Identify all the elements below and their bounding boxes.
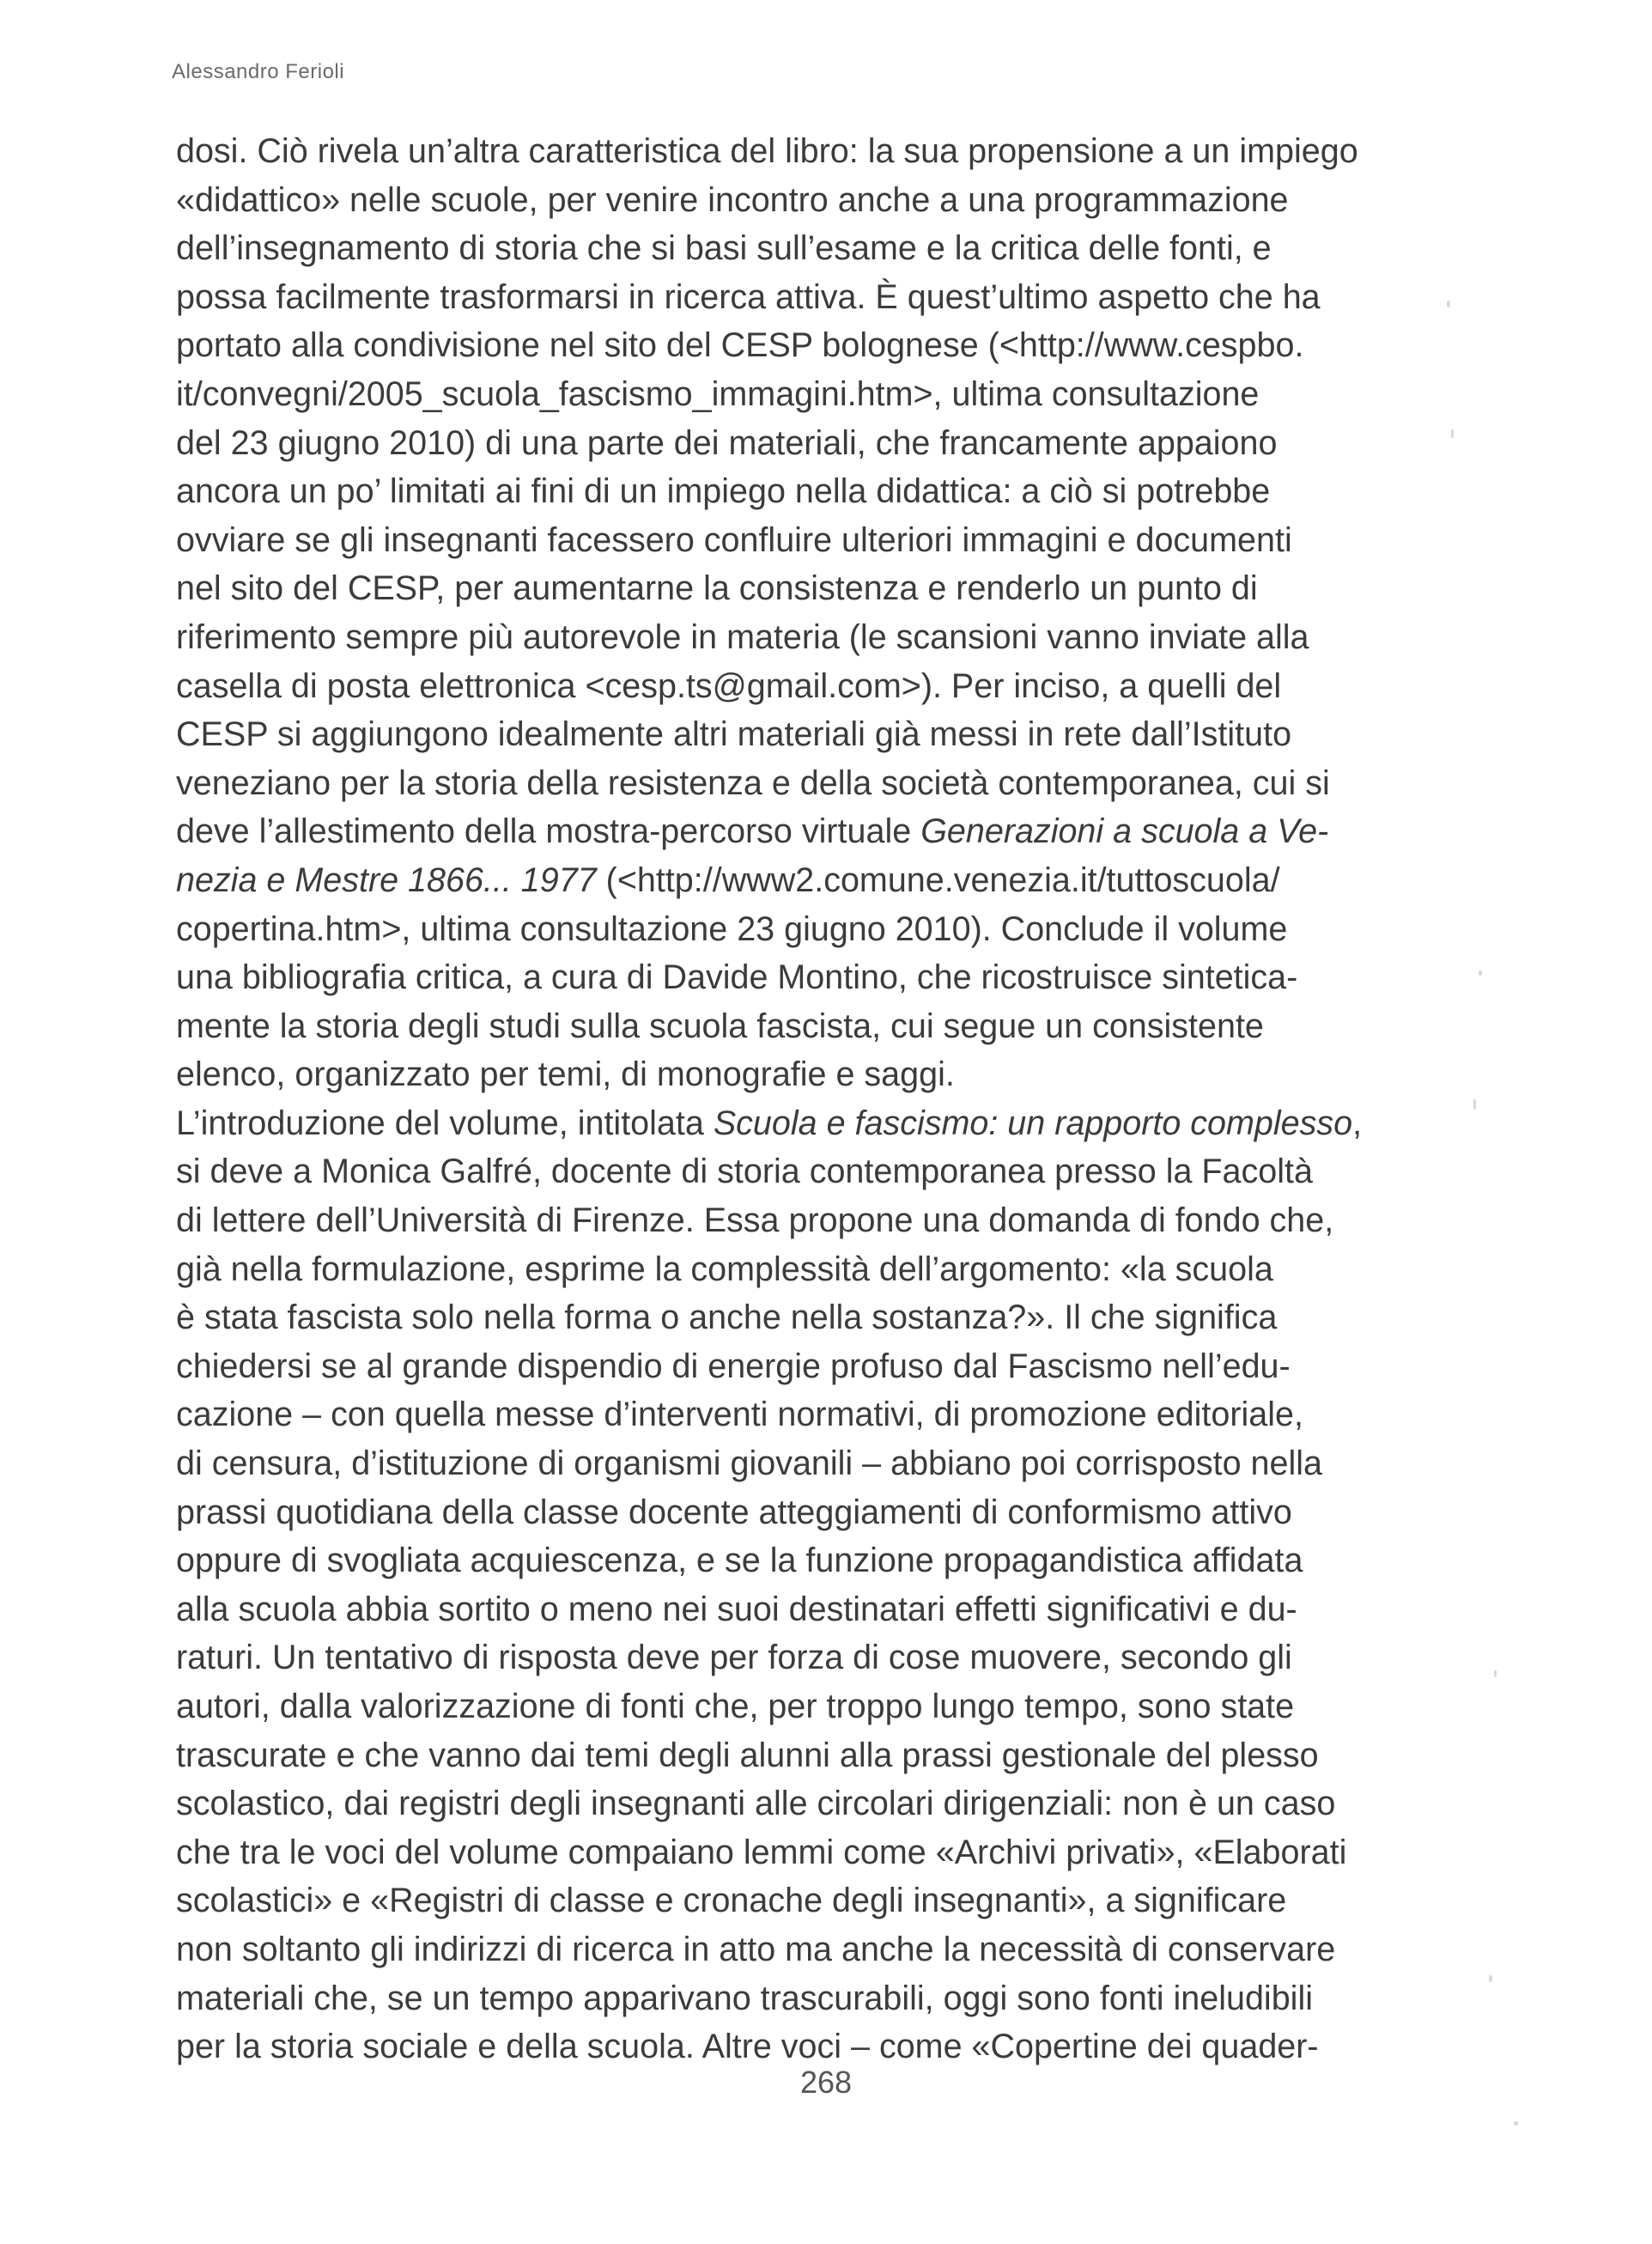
italic-title: Scuola e fascismo: un rapporto complesso	[713, 1104, 1353, 1142]
text-segment: chiedersi se al grande dispendio di energie profuso dal Fascismo nell’edu-	[176, 1347, 1291, 1385]
text-line	[176, 1876, 1395, 1925]
text-segment: deve l’allestimento della mostra-percorso virtuale	[176, 812, 921, 851]
text-segment: materiali che, se un tempo apparivano trascurabili, oggi sono fonti ineludibili	[176, 1979, 1314, 2017]
text-segment: del 23 giugno 2010) di una parte dei materiali, che francamente appaiono	[176, 423, 1278, 462]
text-segment: elenco, organizzato per temi, di monografie e saggi.	[176, 1055, 955, 1094]
running-head: Alessandro Ferioli	[172, 60, 345, 83]
text-line	[176, 905, 1395, 954]
text-segment: (<http://www2.comune.venezia.it/tuttoscuola/	[596, 861, 1280, 899]
text-line	[176, 1342, 1395, 1391]
text-line	[176, 1682, 1395, 1731]
text-segment: nel sito del CESP, per aumentarne la consistenza e renderlo un punto di	[176, 569, 1258, 608]
text-segment: cazione – con quella messe d’interventi normativi, di promozione editoriale,	[176, 1396, 1303, 1434]
text-segment: dosi. Ciò rivela un’altra caratteristica del libro: la sua propensione a un impiego	[176, 132, 1358, 170]
text-line	[176, 516, 1395, 565]
text-segment: è stata fascista solo nella forma o anche nella sostanza?». Il che significa	[176, 1298, 1278, 1337]
text-segment: ovviare se gli insegnanti facessero confluire ulteriori immagini e documenti	[176, 520, 1292, 559]
text-segment: autori, dalla valorizzazione di fonti che, per troppo lungo tempo, sono state	[176, 1688, 1295, 1725]
text-segment: trascurate e che vanno dai temi degli alunni alla prassi gestionale del plesso	[176, 1736, 1319, 1774]
text-segment: prassi quotidiana della classe docente atteggiamenti di conformismo attivo	[176, 1493, 1292, 1531]
text-segment: oppure di svogliata acquiescenza, e se la funzione propagandistica affidata	[176, 1542, 1303, 1580]
text-segment: raturi. Un tentativo di risposta deve per forza di cose muovere, secondo gli	[176, 1639, 1292, 1677]
text-line	[176, 1245, 1395, 1294]
scan-speck	[1514, 2121, 1518, 2125]
text-line	[176, 370, 1395, 419]
text-segment: ,	[1352, 1104, 1363, 1142]
scan-speck	[1473, 1099, 1476, 1110]
text-segment: non soltanto gli indirizzi di ricerca in atto ma anche la necessità di conservare	[176, 1930, 1336, 1968]
text-line	[176, 224, 1395, 273]
text-line	[176, 953, 1395, 1002]
text-line	[176, 1002, 1395, 1051]
text-segment: già nella formulazione, esprime la complessità dell’argomento: «la scuola	[176, 1250, 1273, 1288]
text-segment: copertina.htm>, ultima consultazione 23 giugno 2010). Conclude il volume	[176, 909, 1288, 948]
text-line	[176, 1196, 1395, 1245]
text-line	[176, 1974, 1395, 2023]
text-line	[176, 127, 1395, 176]
text-segment: ancora un po’ limitati ai fini di un impiego nella didattica: a ciò si potrebbe	[176, 472, 1271, 511]
text-line	[176, 1099, 1395, 1148]
page-number: 268	[799, 2065, 853, 2100]
text-segment: mente la storia degli studi sulla scuola fascista, cui segue un consistente	[176, 1006, 1264, 1045]
text-line	[176, 759, 1395, 808]
text-segment: che tra le voci del volume compaiano lemmi come «Archivi privati», «Elaborati	[176, 1833, 1347, 1871]
scan-speck	[1447, 301, 1450, 307]
text-line	[176, 1828, 1395, 1877]
text-segment: dell’insegnamento di storia che si basi sull’esame e la critica delle fonti, e	[176, 229, 1272, 268]
text-line	[176, 710, 1395, 759]
text-line	[176, 1585, 1395, 1634]
text-segment: di lettere dell’Università di Firenze. Essa propone una domanda di fondo che,	[176, 1201, 1334, 1240]
body-text	[176, 127, 1395, 2071]
text-segment: portato alla condivisione nel sito del CESP bolognese (<http://www.cespbo.	[176, 326, 1304, 365]
text-segment: si deve a Monica Galfré, docente di storia contemporanea presso la Facoltà	[176, 1152, 1313, 1191]
scan-speck	[1494, 1670, 1497, 1677]
text-segment: scolastici» e «Registri di classe e cronache degli insegnanti», a significare	[176, 1882, 1287, 1920]
text-segment: veneziano per la storia della resistenza e della società contemporanea, cui si	[176, 763, 1330, 802]
text-line	[176, 662, 1395, 711]
text-segment: per la storia sociale e della scuola. Altre voci – come «Copertine dei quader-	[176, 2028, 1319, 2066]
text-segment: L’introduzione del volume, intitolata	[176, 1104, 714, 1142]
text-line	[176, 1050, 1395, 1099]
text-line	[176, 1779, 1395, 1828]
text-line	[176, 1147, 1395, 1196]
text-segment: alla scuola abbia sortito o meno nei suoi destinatari effetti significativi e du-	[176, 1590, 1297, 1628]
text-line	[176, 807, 1395, 856]
text-line	[176, 1731, 1395, 1780]
text-segment: riferimento sempre più autorevole in materia (le scansioni vanno inviate alla	[176, 617, 1309, 656]
text-segment: CESP si aggiungono idealmente altri materiali già messi in rete dall’Istituto	[176, 715, 1292, 754]
text-segment: scolastico, dai registri degli insegnanti alle circolari dirigenziali: non è un caso	[176, 1785, 1336, 1823]
text-line	[176, 856, 1395, 905]
text-segment: possa facilmente trasformarsi in ricerca attiva. È quest’ultimo aspetto che ha	[176, 277, 1321, 316]
text-line	[176, 321, 1395, 370]
text-line	[176, 1488, 1395, 1537]
text-line	[176, 1390, 1395, 1439]
text-segment: di censura, d’istituzione di organismi giovanili – abbiano poi corrisposto nella	[176, 1444, 1322, 1483]
text-line	[176, 1439, 1395, 1488]
text-line	[176, 176, 1395, 225]
text-line	[176, 613, 1395, 662]
scan-speck	[1479, 970, 1482, 976]
scan-speck	[1451, 429, 1454, 438]
text-line	[176, 1293, 1395, 1342]
text-line	[176, 419, 1395, 468]
text-segment: it/convegni/2005_scuola_fascismo_immagini.htm>, ultima consultazione	[176, 374, 1260, 413]
text-segment: casella di posta elettronica <cesp.ts@gmail.com>). Per inciso, a quelli del	[176, 666, 1282, 705]
text-segment: una bibliografia critica, a cura di Davide Montino, che ricostruisce sintetica-	[176, 958, 1298, 997]
text-line	[176, 467, 1395, 516]
scan-speck	[1489, 1975, 1492, 1982]
text-line	[176, 564, 1395, 613]
italic-title: Generazioni a scuola a Ve-	[920, 812, 1329, 851]
text-line	[176, 1633, 1395, 1682]
italic-title: nezia e Mestre 1866... 1977	[176, 861, 597, 899]
text-line	[176, 1536, 1395, 1585]
text-segment: «didattico» nelle scuole, per venire incontro anche a una programmazione	[176, 180, 1289, 219]
text-line	[176, 1925, 1395, 1974]
text-line	[176, 273, 1395, 322]
